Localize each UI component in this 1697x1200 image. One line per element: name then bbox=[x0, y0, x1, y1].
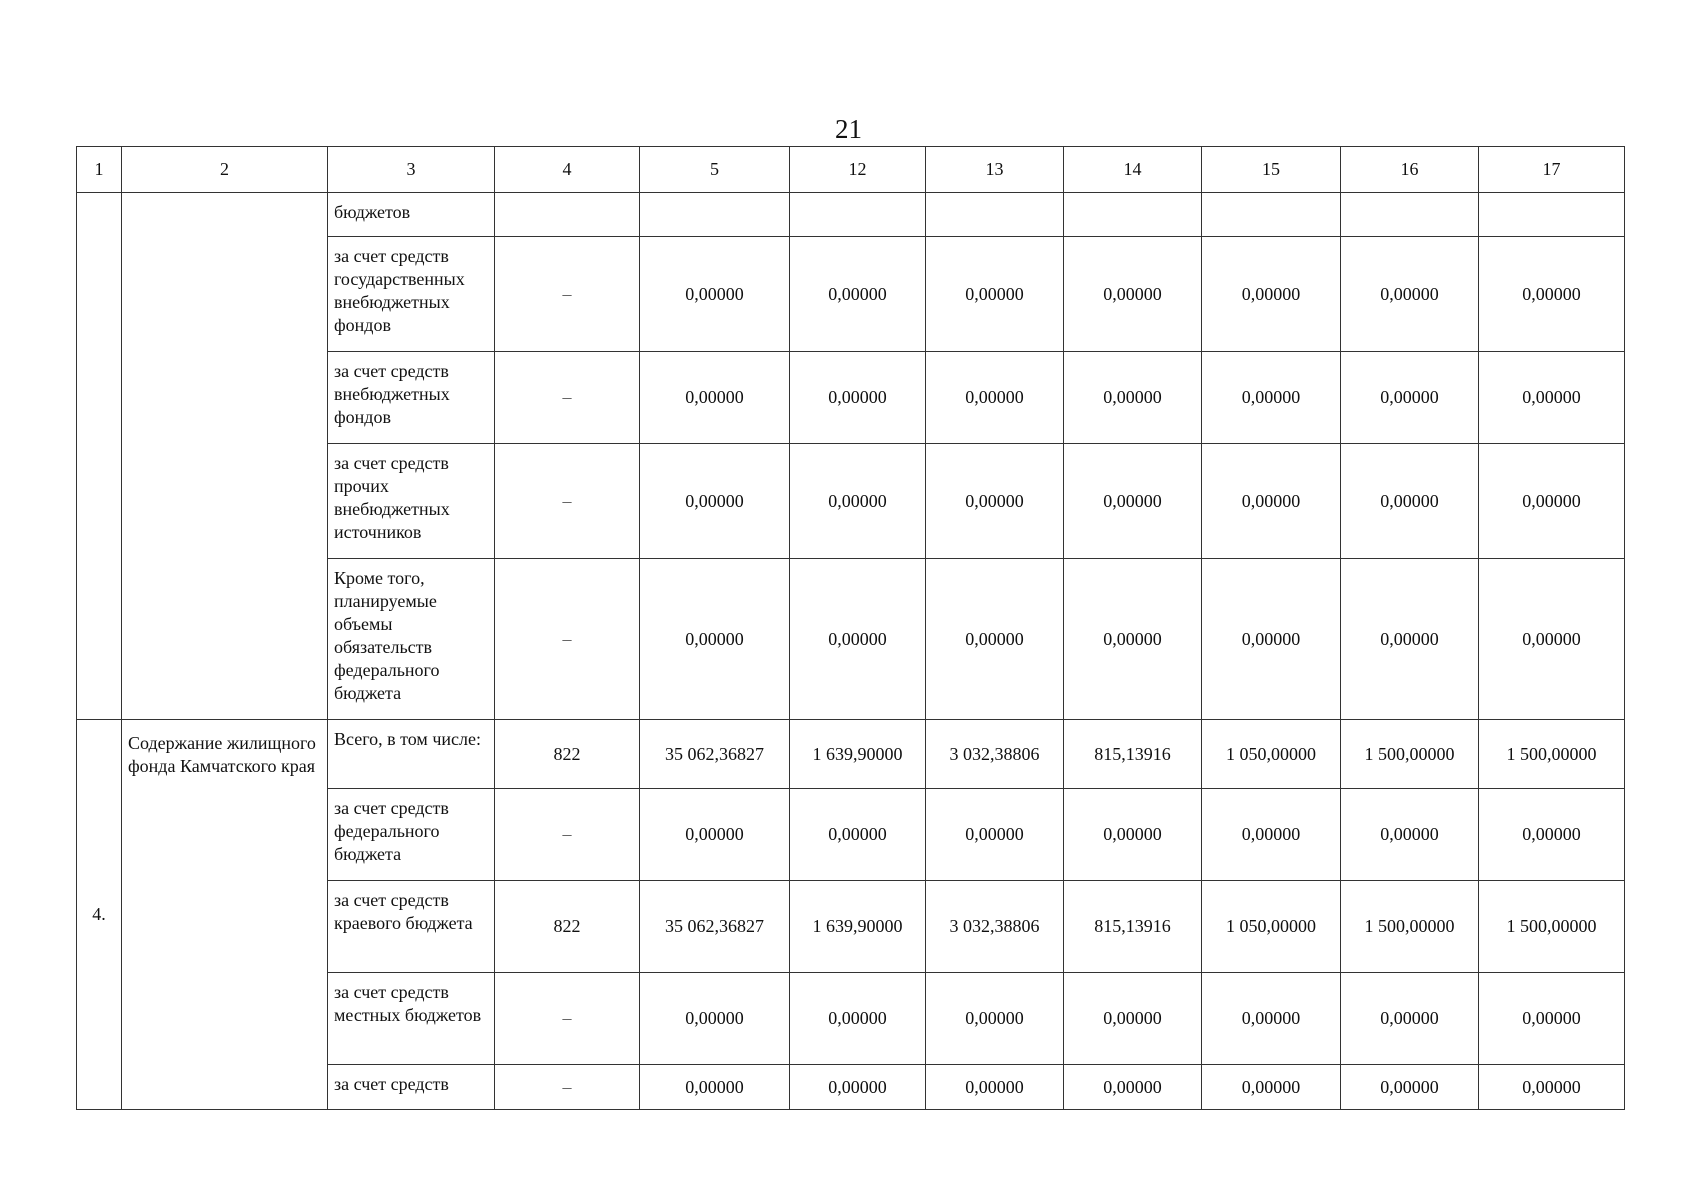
value-cell bbox=[790, 193, 926, 237]
value-cell: 3 032,38806 bbox=[926, 720, 1064, 789]
value-cell: 0,00000 bbox=[790, 1065, 926, 1110]
header-cell: 5 bbox=[640, 147, 790, 193]
value-cell: 1 050,00000 bbox=[1202, 881, 1341, 973]
value-cell: 0,00000 bbox=[1479, 559, 1625, 720]
value-cell: 1 500,00000 bbox=[1479, 720, 1625, 789]
value-cell: 0,00000 bbox=[1202, 789, 1341, 881]
value-cell bbox=[1341, 193, 1479, 237]
code-cell: – bbox=[495, 789, 640, 881]
value-cell: 0,00000 bbox=[1479, 237, 1625, 352]
value-cell bbox=[640, 193, 790, 237]
code-cell: – bbox=[495, 973, 640, 1065]
value-cell: 1 500,00000 bbox=[1479, 881, 1625, 973]
header-cell: 1 bbox=[77, 147, 122, 193]
value-cell: 0,00000 bbox=[640, 789, 790, 881]
value-cell bbox=[1202, 193, 1341, 237]
value-cell: 0,00000 bbox=[926, 789, 1064, 881]
value-cell: 0,00000 bbox=[1202, 1065, 1341, 1110]
code-cell: – bbox=[495, 444, 640, 559]
header-cell: 16 bbox=[1341, 147, 1479, 193]
value-cell: 1 639,90000 bbox=[790, 881, 926, 973]
code-cell: 822 bbox=[495, 720, 640, 789]
value-cell: 0,00000 bbox=[1064, 973, 1202, 1065]
value-cell: 0,00000 bbox=[790, 973, 926, 1065]
source-label: за счет средств местных бюджетов bbox=[328, 973, 495, 1065]
value-cell: 0,00000 bbox=[1341, 1065, 1479, 1110]
value-cell: 0,00000 bbox=[1064, 559, 1202, 720]
value-cell: 0,00000 bbox=[1202, 444, 1341, 559]
value-cell: 0,00000 bbox=[1064, 1065, 1202, 1110]
value-cell: 0,00000 bbox=[1479, 444, 1625, 559]
header-cell: 17 bbox=[1479, 147, 1625, 193]
source-label: за счет средств внебюджетных фондов bbox=[328, 352, 495, 444]
value-cell bbox=[1479, 193, 1625, 237]
table-row bbox=[77, 193, 1625, 237]
value-cell: 35 062,36827 bbox=[640, 881, 790, 973]
page-number: 21 bbox=[835, 114, 862, 144]
source-label: за счет средств федерального бюджета bbox=[328, 789, 495, 881]
row-name-cell bbox=[122, 193, 328, 720]
value-cell: 3 032,38806 bbox=[926, 881, 1064, 973]
value-cell: 1 500,00000 bbox=[1341, 720, 1479, 789]
value-cell: 0,00000 bbox=[1341, 973, 1479, 1065]
value-cell: 0,00000 bbox=[640, 973, 790, 1065]
value-cell: 0,00000 bbox=[926, 444, 1064, 559]
value-cell: 0,00000 bbox=[926, 352, 1064, 444]
value-cell: 0,00000 bbox=[926, 559, 1064, 720]
header-cell: 15 bbox=[1202, 147, 1341, 193]
value-cell: 0,00000 bbox=[1064, 352, 1202, 444]
value-cell: 0,00000 bbox=[1202, 352, 1341, 444]
value-cell: 1 639,90000 bbox=[790, 720, 926, 789]
value-cell: 0,00000 bbox=[1341, 352, 1479, 444]
code-cell: – bbox=[495, 1065, 640, 1110]
row-number-cell: 4. bbox=[77, 720, 122, 1110]
header-cell: 2 bbox=[122, 147, 328, 193]
value-cell: 0,00000 bbox=[640, 1065, 790, 1110]
header-cell: 4 bbox=[495, 147, 640, 193]
value-cell: 0,00000 bbox=[790, 559, 926, 720]
value-cell: 0,00000 bbox=[1064, 444, 1202, 559]
value-cell: 0,00000 bbox=[1479, 352, 1625, 444]
value-cell: 1 050,00000 bbox=[1202, 720, 1341, 789]
value-cell: 0,00000 bbox=[1341, 444, 1479, 559]
value-cell: 1 500,00000 bbox=[1341, 881, 1479, 973]
code-cell: – bbox=[495, 559, 640, 720]
value-cell: 0,00000 bbox=[1202, 559, 1341, 720]
row-number-cell bbox=[77, 193, 122, 720]
value-cell: 0,00000 bbox=[1479, 1065, 1625, 1110]
value-cell: 0,00000 bbox=[640, 559, 790, 720]
funding-table bbox=[76, 146, 1625, 1110]
value-cell: 0,00000 bbox=[640, 444, 790, 559]
table-row bbox=[77, 720, 1625, 789]
header-row bbox=[77, 147, 1625, 193]
code-cell bbox=[495, 193, 640, 237]
value-cell: 0,00000 bbox=[1479, 789, 1625, 881]
value-cell: 0,00000 bbox=[1202, 973, 1341, 1065]
source-label: за счет средств прочих внебюджетных источников bbox=[328, 444, 495, 559]
value-cell: 0,00000 bbox=[1479, 973, 1625, 1065]
source-label: за счет средств краевого бюджета bbox=[328, 881, 495, 973]
value-cell: 0,00000 bbox=[790, 352, 926, 444]
value-cell: 0,00000 bbox=[790, 237, 926, 352]
row-name-cell: Содержание жилищного фонда Камчатского края bbox=[122, 720, 328, 1110]
header-cell: 12 bbox=[790, 147, 926, 193]
header-cell: 13 bbox=[926, 147, 1064, 193]
value-cell: 0,00000 bbox=[1064, 789, 1202, 881]
code-cell: – bbox=[495, 352, 640, 444]
code-cell: – bbox=[495, 237, 640, 352]
code-cell: 822 bbox=[495, 881, 640, 973]
source-label: Кроме того, планируемые объемы обязательств федерального бюджета bbox=[328, 559, 495, 720]
value-cell: 815,13916 bbox=[1064, 720, 1202, 789]
value-cell: 0,00000 bbox=[1341, 789, 1479, 881]
value-cell: 0,00000 bbox=[790, 444, 926, 559]
value-cell: 815,13916 bbox=[1064, 881, 1202, 973]
source-label: за счет средств bbox=[328, 1065, 495, 1110]
value-cell bbox=[926, 193, 1064, 237]
value-cell: 0,00000 bbox=[1064, 237, 1202, 352]
value-cell: 0,00000 bbox=[1341, 237, 1479, 352]
source-label: за счет средств государственных внебюджетных фондов bbox=[328, 237, 495, 352]
value-cell: 0,00000 bbox=[926, 973, 1064, 1065]
source-label: Всего, в том числе: bbox=[328, 720, 495, 789]
value-cell: 0,00000 bbox=[1341, 559, 1479, 720]
value-cell: 0,00000 bbox=[640, 352, 790, 444]
value-cell: 0,00000 bbox=[926, 1065, 1064, 1110]
value-cell: 0,00000 bbox=[640, 237, 790, 352]
header-cell: 3 bbox=[328, 147, 495, 193]
value-cell: 0,00000 bbox=[790, 789, 926, 881]
value-cell: 0,00000 bbox=[926, 237, 1064, 352]
header-cell: 14 bbox=[1064, 147, 1202, 193]
value-cell: 0,00000 bbox=[1202, 237, 1341, 352]
source-label: бюджетов bbox=[328, 193, 495, 237]
value-cell bbox=[1064, 193, 1202, 237]
value-cell: 35 062,36827 bbox=[640, 720, 790, 789]
